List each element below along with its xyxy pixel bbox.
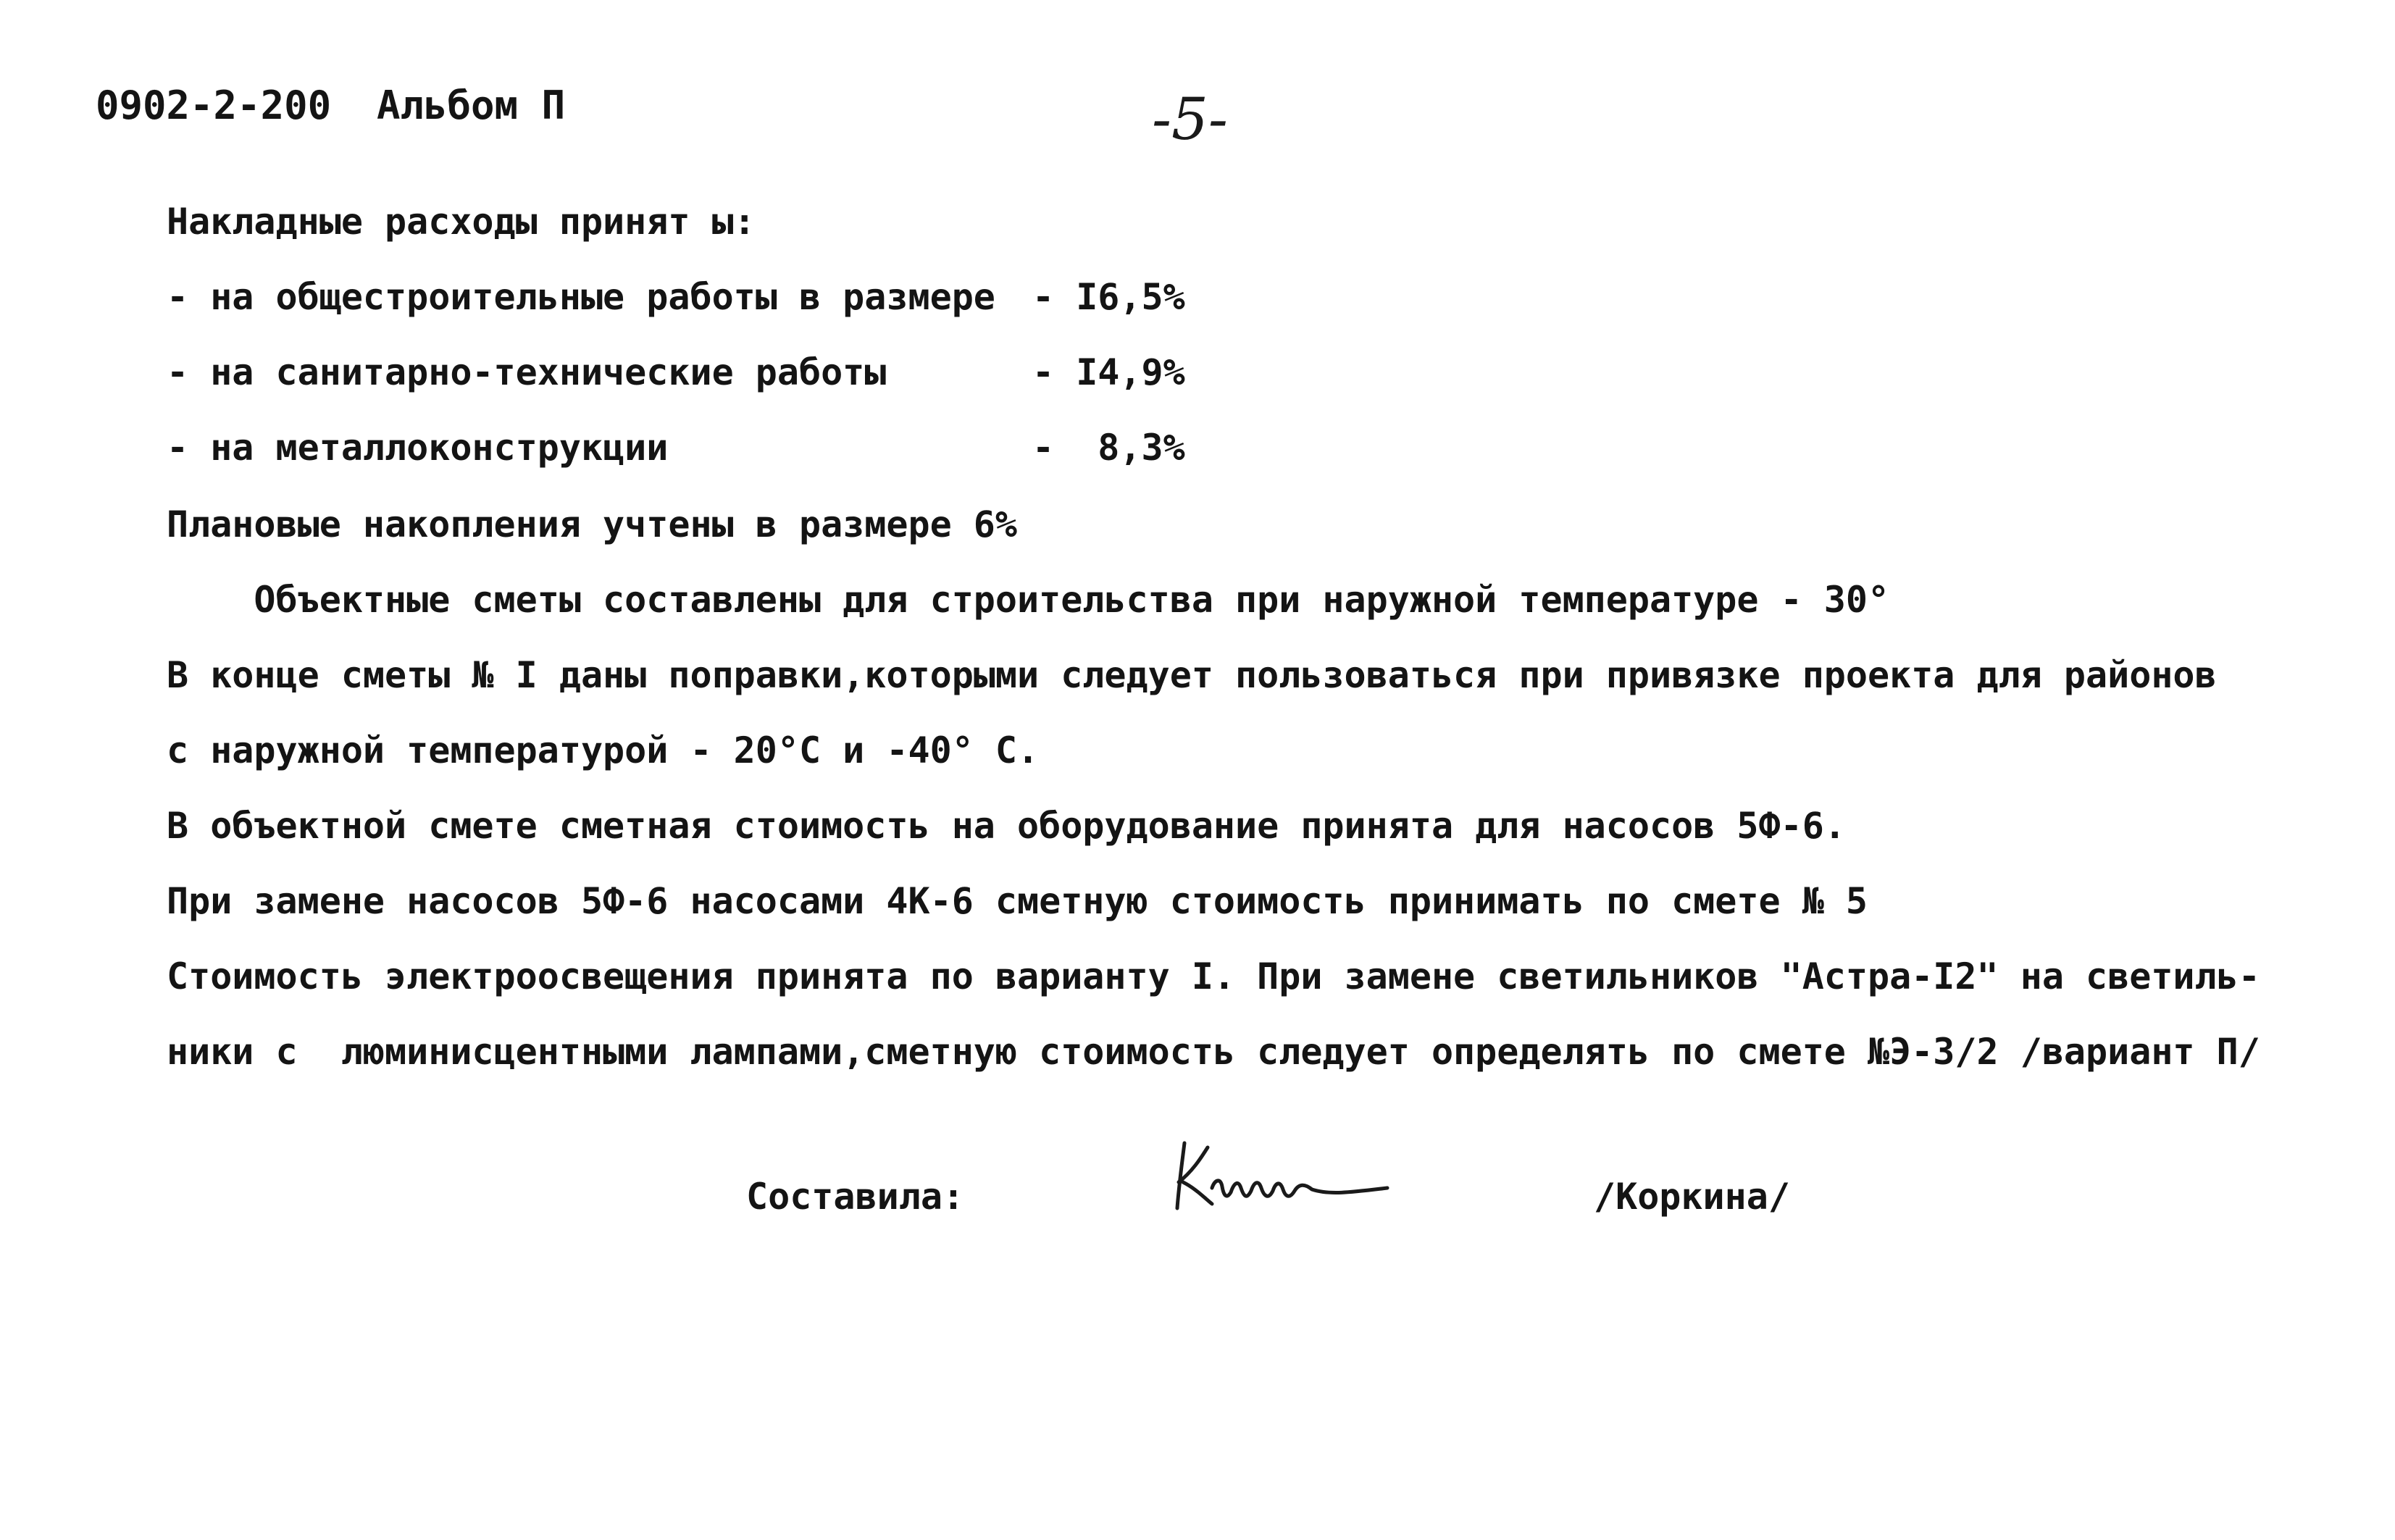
handwritten-signature [1170,1137,1409,1217]
overhead-item-value: - I6,5% [1032,276,1185,318]
overhead-item-value: - 8,3% [1032,427,1185,469]
page-number: -5- [1152,85,1228,153]
overhead-item-label: - на санитарно-технические работы [167,351,887,393]
body-line: В конце сметы № I даны поправки,которыми следует пользоваться при привязке проекта для районов [167,654,2217,696]
overhead-item-label: - на общестроительные работы в размере [167,276,995,318]
body-line: Объектные сметы составлены для строительства при наружной температуре - 30° [167,579,1890,621]
body-line: с наружной температурой - 20°С и -40° С. [167,729,1040,771]
body-line: Стоимость электроосвещения принята по варианту I. При замене светильников "Астра-I2" на светиль- [167,955,2260,997]
signature-label: Составила: [746,1176,965,1218]
doc-code: 0902-2-200 [96,83,332,128]
overhead-item-value: - I4,9% [1032,351,1185,393]
body-line: При замене насосов 5Ф-6 насосами 4К-6 сметную стоимость принимать по смете № 5 [167,880,1868,922]
body-line: ники с люминисцентными лампами,сметную стоимость следует определять по смете №Э-3/2 /вариант П/ [167,1031,2260,1073]
overhead-item-label: - на металлоконструкции [167,427,669,469]
signer-name: /Коркина/ [1594,1176,1790,1218]
body-line: В объектной смете сметная стоимость на оборудование принята для насосов 5Ф-6. [167,805,1846,847]
body-line: Плановые накопления учтены в размере 6% [167,503,1017,545]
overheads-intro: Накладные расходы принят ы: [167,201,756,243]
album-label: Альбом П [377,83,566,128]
